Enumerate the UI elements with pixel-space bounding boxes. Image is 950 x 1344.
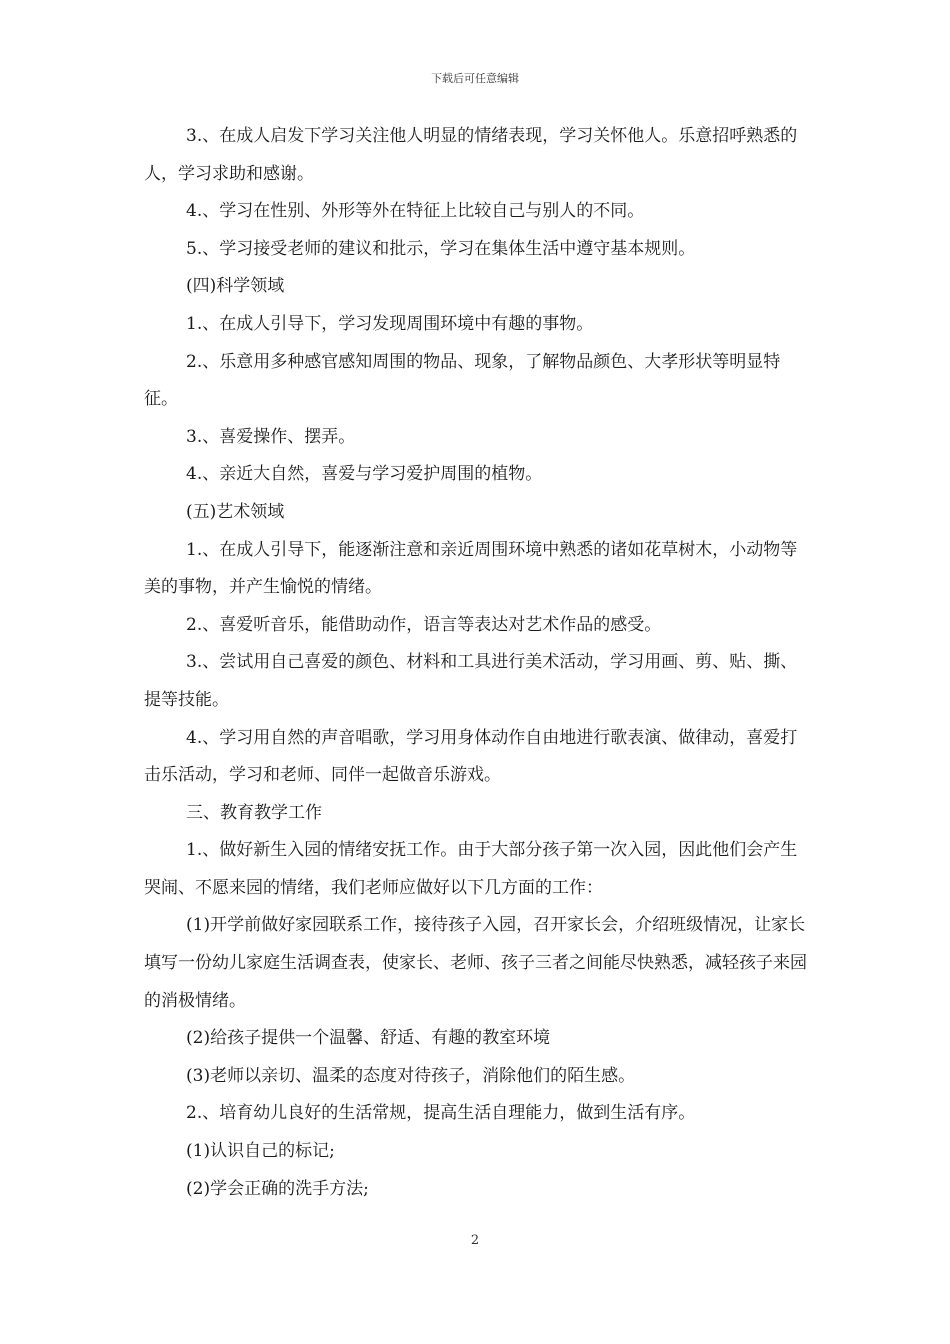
paragraph-social-5: 5.、学习接受老师的建议和批示，学习在集体生活中遵守基本规则。 [186, 238, 696, 259]
section-heading-art: (五)艺术领域 [186, 501, 285, 522]
paragraph-teaching-1-3: (3)老师以亲切、温柔的态度对待孩子，消除他们的陌生感。 [186, 1065, 636, 1086]
paragraph-art-1: 1.、在成人引导下，能逐渐注意和亲近周围环境中熟悉的诸如花草树木，小动物等美的事物，并产生愉悦的情绪。 [144, 539, 798, 598]
paragraph-science-3: 3.、喜爱操作、摆弄。 [186, 426, 356, 447]
paragraph-science-4: 4.、亲近大自然，喜爱与学习爱护周围的植物。 [186, 464, 543, 485]
paragraph-science-2: 2.、乐意用多种感官感知周围的物品、现象，了解物品颜色、大孝形状等明显特征。 [144, 351, 781, 410]
page-number: 2 [470, 1233, 480, 1248]
page-header: 下载后可任意编辑 [431, 72, 519, 85]
section-heading-teaching: 三、教育教学工作 [186, 802, 322, 823]
paragraph-social-3: 3.、在成人启发下学习关注他人明显的情绪表现，学习关怀他人。乐意招呼熟悉的人，学习求助和感谢。 [144, 126, 798, 184]
paragraph-art-2: 2.、喜爱听音乐，能借助动作，语言等表达对艺术作品的感受。 [186, 614, 662, 635]
section-heading-science: (四)科学领域 [186, 276, 285, 297]
paragraph-teaching-1-1: (1)开学前做好家园联系工作，接待孩子入园，召开家长会，介绍班级情况，让家长填写一份幼儿家庭生活调查表，使家长、老师、孩子三者之间能尽快熟悉，减轻孩子来园的消极情绪。 [144, 915, 807, 1011]
paragraph-teaching-2-1: (1)认识自己的标记; [186, 1141, 335, 1162]
paragraph-teaching-1: 1.、做好新生入园的情绪安抚工作。由于大部分孩子第一次入园，因此他们会产生哭闹、不愿来园的情绪，我们老师应做好以下几方面的工作： [144, 840, 798, 898]
paragraph-art-4: 4.、学习用自然的声音唱歌，学习用身体动作自由地进行歌表演、做律动，喜爱打击乐活动，学习和老师、同伴一起做音乐游戏。 [144, 727, 798, 786]
paragraph-teaching-2-2: (2)学会正确的洗手方法; [186, 1178, 369, 1199]
paragraph-teaching-2: 2.、培育幼儿良好的生活常规，提高生活自理能力，做到生活有序。 [186, 1103, 696, 1124]
paragraph-teaching-1-2: (2)给孩子提供一个温馨、舒适、有趣的教室环境 [186, 1028, 551, 1049]
paragraph-science-1: 1.、在成人引导下，学习发现周围环境中有趣的事物。 [186, 313, 594, 334]
paragraph-social-4: 4.、学习在性别、外形等外在特征上比较自己与别人的不同。 [186, 201, 645, 222]
document-body [144, 118, 812, 1208]
paragraph-art-3: 3.、尝试用自己喜爱的颜色、材料和工具进行美术活动，学习用画、剪、贴、撕、提等技能。 [144, 652, 798, 710]
